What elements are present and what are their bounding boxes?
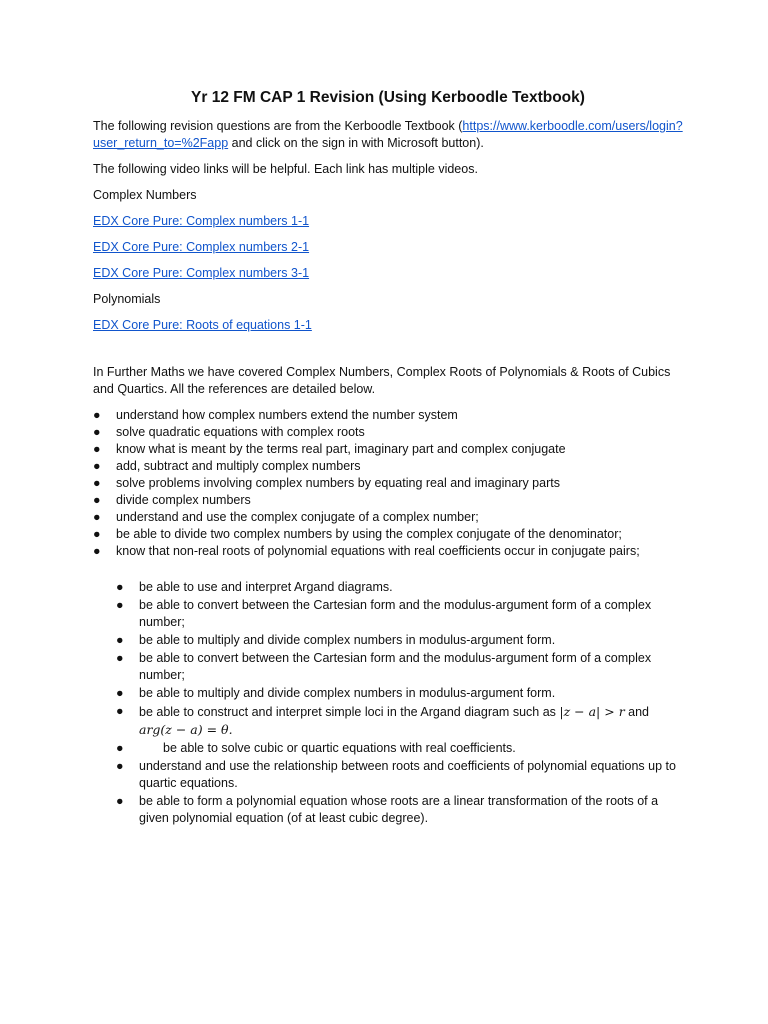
loci-expression-argument: arg(z − a) = θ. — [139, 722, 233, 737]
list-sub-item — [116, 740, 683, 757]
bullet-icon: ● — [116, 598, 124, 612]
list-item — [116, 650, 683, 684]
list-item-text: solve problems involving complex numbers by equating real and imaginary parts — [116, 476, 560, 490]
loci-expression-modulus: |z − a| > r — [559, 704, 625, 719]
list-item-text: solve quadratic equations with complex roots — [116, 425, 365, 439]
complex-numbers-link-1[interactable]: EDX Core Pure: Complex numbers 1-1 — [93, 214, 310, 228]
document-body — [93, 88, 683, 828]
topic-list-2 — [93, 579, 683, 827]
complex-numbers-link-2[interactable]: EDX Core Pure: Complex numbers 2-1 — [93, 240, 310, 254]
video-note: The following video links will be helpful. Each link has multiple videos. — [93, 162, 478, 176]
list-item — [93, 509, 683, 526]
list-item-text: be able to form a polynomial equation whose roots are a linear transformation of the roots of a given polynomial equation (of at least cubic degree). — [139, 794, 659, 825]
bullet-icon: ● — [93, 425, 101, 439]
bullet-icon: ● — [116, 704, 124, 718]
list-item-text: add, subtract and multiply complex numbers — [116, 459, 361, 473]
list-item-text: be able to construct and interpret simple loci in the Argand diagram such as — [139, 705, 556, 719]
complex-numbers-link-3[interactable]: EDX Core Pure: Complex numbers 3-1 — [93, 266, 310, 280]
list-item-text: be able to divide two complex numbers by using the complex conjugate of the denominator; — [116, 527, 622, 541]
intro-paragraph — [93, 118, 683, 152]
bullet-icon: ● — [116, 686, 124, 700]
bullet-icon: ● — [93, 493, 101, 507]
list-item — [93, 441, 683, 458]
summary-paragraph: In Further Maths we have covered Complex Numbers, Complex Roots of Polynomials & Roots of Cubics and Quartics. All the references are detailed below. — [93, 365, 671, 396]
list-item-text: be able to convert between the Cartesian form and the modulus-argument form of a complex number; — [139, 598, 652, 629]
list-item-text: know that non-real roots of polynomial equations with real coefficients occur in conjugate pairs; — [116, 544, 640, 558]
bullet-icon: ● — [93, 544, 101, 558]
list-item — [93, 543, 683, 560]
list-item — [116, 579, 683, 596]
list-item-text: be able to multiply and divide complex numbers in modulus-argument form. — [139, 686, 556, 700]
list-item — [93, 526, 683, 543]
list-item-text: know what is meant by the terms real part, imaginary part and complex conjugate — [116, 442, 566, 456]
roots-of-equations-link[interactable]: EDX Core Pure: Roots of equations 1-1 — [93, 318, 312, 332]
complex-numbers-heading: Complex Numbers — [93, 188, 197, 202]
list-item-loci — [116, 703, 683, 739]
list-item — [116, 632, 683, 649]
list-item-text: be able to use and interpret Argand diagrams. — [139, 580, 393, 594]
list-item — [116, 758, 683, 792]
intro-text-after: and click on the sign in with Microsoft button). — [228, 136, 484, 150]
bullet-icon: ● — [93, 408, 101, 422]
bullet-icon: ● — [93, 527, 101, 541]
bullet-icon: ● — [93, 442, 101, 456]
list-item — [93, 424, 683, 441]
list-item — [93, 492, 683, 509]
list-item-text: be able to convert between the Cartesian form and the modulus-argument form of a complex number; — [139, 651, 652, 682]
list-item-text: be able to multiply and divide complex numbers in modulus-argument form. — [139, 633, 556, 647]
bullet-icon: ● — [116, 651, 124, 665]
list-item — [116, 793, 683, 827]
list-item-text: be able to solve cubic or quartic equations with real coefficients. — [163, 741, 516, 755]
bullet-icon: ● — [93, 510, 101, 524]
bullet-icon: ● — [116, 633, 124, 647]
list-item — [93, 475, 683, 492]
topic-list-1 — [93, 407, 683, 560]
polynomials-heading: Polynomials — [93, 292, 161, 306]
list-item-text: understand how complex numbers extend the number system — [116, 408, 458, 422]
list-item-text: understand and use the relationship between roots and coefficients of polynomial equations up to quartic equations. — [139, 759, 676, 790]
list-item-text: understand and use the complex conjugate of a complex number; — [116, 510, 479, 524]
list-item — [116, 685, 683, 702]
bullet-icon: ● — [93, 459, 101, 473]
page-title: Yr 12 FM CAP 1 Revision (Using Kerboodle Textbook) — [191, 89, 585, 106]
bullet-icon: ● — [116, 741, 124, 755]
list-item — [93, 407, 683, 424]
bullet-icon: ● — [116, 580, 124, 594]
intro-text-before: The following revision questions are from the Kerboodle Textbook ( — [93, 119, 463, 133]
list-item-text: divide complex numbers — [116, 493, 251, 507]
bullet-icon: ● — [93, 476, 101, 490]
bullet-icon: ● — [116, 794, 124, 808]
list-item — [93, 458, 683, 475]
conjunction-text: and — [628, 705, 650, 719]
list-item — [116, 597, 683, 631]
bullet-icon: ● — [116, 759, 124, 773]
kerboodle-login-link[interactable]: https://www.kerboodle.com/users/login?user_return_to=%2Fapp — [93, 119, 683, 150]
